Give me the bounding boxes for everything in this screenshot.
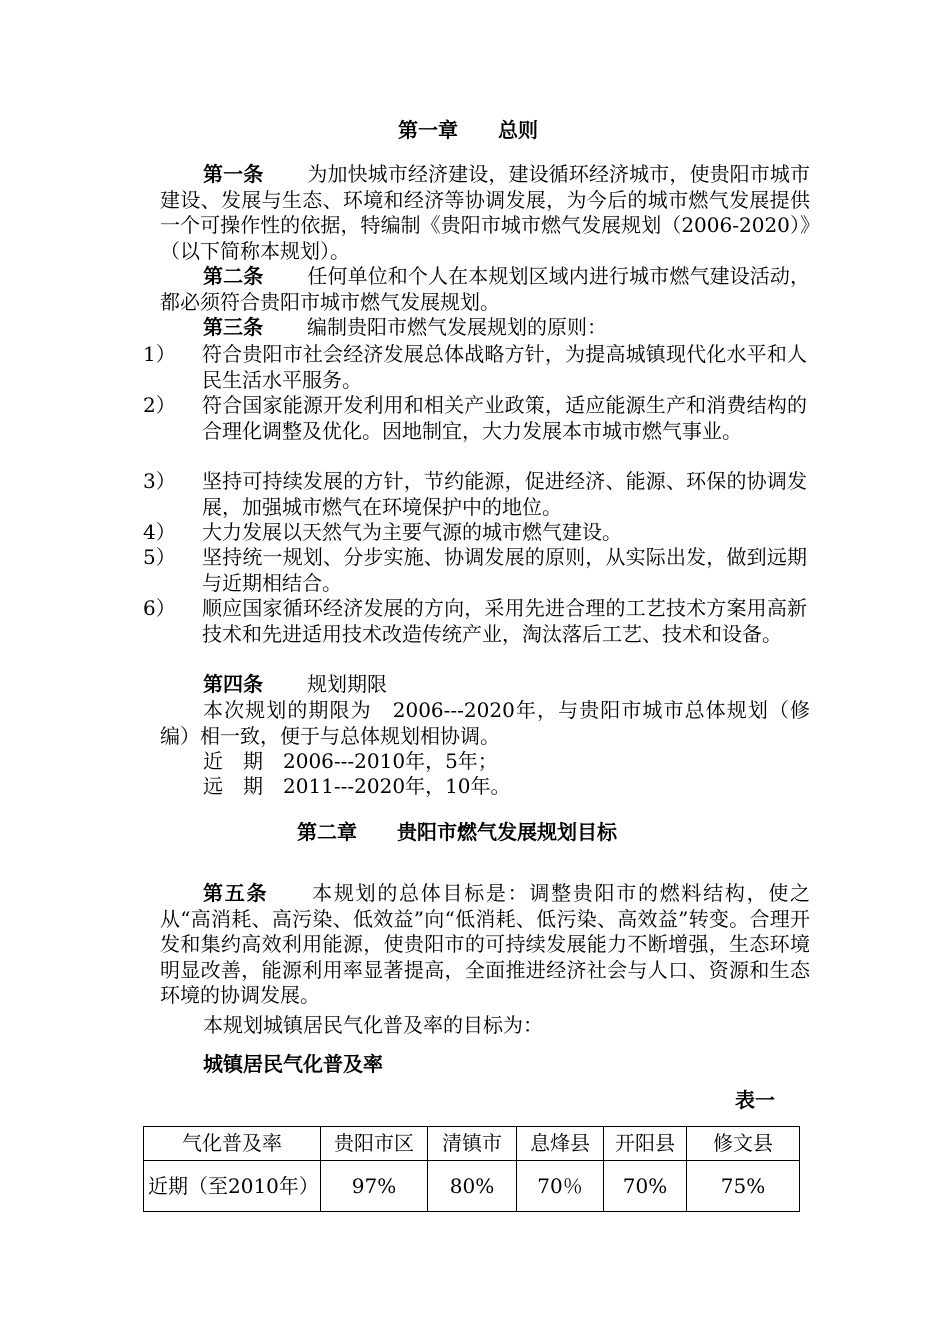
article-5-label: 第五条: [203, 881, 269, 905]
table-cell: 80%: [428, 1161, 517, 1212]
chapter-1-title: 第一章 总则: [398, 118, 538, 142]
gasification-rate-table: [143, 1126, 800, 1212]
article-3-text: 编制贵阳市燃气发展规划的原则：: [307, 315, 607, 339]
list-item-text: 大力发展以天然气为主要气源的城市燃气建设。: [202, 520, 622, 544]
table-cell: 近期（至2010年）: [144, 1161, 321, 1212]
article-4-heading: [160, 672, 810, 698]
article-1: [160, 162, 810, 264]
table-cell: 70％: [517, 1161, 604, 1212]
article-4-label: 第四条: [203, 672, 263, 696]
article-2-label: 第二条: [203, 264, 264, 288]
article-3: [160, 315, 810, 341]
article-3-label: 第三条: [203, 315, 263, 339]
list-item-text: 符合国家能源开发利用和相关产业政策，适应能源生产和消费结构的合理化调整及优化。因地制宜，大力发展本市城市燃气事业。: [202, 393, 807, 443]
article-1-text: 为加快城市经济建设，建设循环经济城市，使贵阳市城市建设、发展与生态、环境和经济等协调发展，为今后的城市燃气发展提供一个可操作性的依据，特编制《贵阳市城市燃气发展规划（2006-2020）》（以下简称本规划）。: [160, 162, 811, 263]
table-cell: 70%: [604, 1161, 687, 1212]
table-cell: 75%: [687, 1161, 800, 1212]
table-heading: 城镇居民气化普及率: [203, 1052, 383, 1076]
table-header-cell: 开阳县: [604, 1127, 687, 1161]
table-header-cell: 贵阳市区: [321, 1127, 428, 1161]
article-2-text: 任何单位和个人在本规划区域内进行城市燃气建设活动，都必须符合贵阳市城市燃气发展规划。: [160, 264, 811, 314]
table-header-cell: 清镇市: [428, 1127, 517, 1161]
table-header-cell: 息烽县: [517, 1127, 604, 1161]
list-item-text: 顺应国家循环经济发展的方向，采用先进合理的工艺技术方案用高新技术和先进适用技术改造传统产业，淘汰落后工艺、技术和设备。: [202, 596, 807, 646]
list-item-number: 2）: [143, 393, 176, 417]
table-header-cell: 气化普及率: [144, 1127, 321, 1161]
article-2: [160, 264, 810, 315]
article-4-text: 本次规划的期限为 2006---2020年，与贵阳市城市总体规划（修编）相一致，便于与总体规划相协调。: [160, 698, 810, 748]
table-header-row: [144, 1127, 800, 1161]
table-header-cell: 修文县: [687, 1127, 800, 1161]
article-1-label: 第一条: [203, 162, 264, 186]
list-item-text: 符合贵阳市社会经济发展总体战略方针，为提高城镇现代化水平和人民生活水平服务。: [202, 342, 807, 392]
table-row: [144, 1161, 800, 1212]
list-item-number: 1）: [143, 342, 176, 366]
list-item-number: 5）: [143, 545, 176, 569]
table-label: 表一: [735, 1088, 775, 1112]
list-item-number: 3）: [143, 469, 176, 493]
near-term-period: 近 期 2006---2010年，5年；: [203, 749, 498, 773]
long-term-period: 远 期 2011---2020年，10年。: [203, 774, 511, 798]
list-item-number: 6）: [143, 596, 176, 620]
chapter-2-title: 第二章 贵阳市燃气发展规划目标: [297, 820, 617, 844]
list-item-text: 坚持可持续发展的方针，节约能源，促进经济、能源、环保的协调发展，加强城市燃气在环境保护中的地位。: [202, 469, 807, 519]
table-cell: 97%: [321, 1161, 428, 1212]
list-item-number: 4）: [143, 520, 176, 544]
list-item-text: 坚持统一规划、分步实施、协调发展的原则，从实际出发，做到远期与近期相结合。: [202, 545, 807, 595]
article-4-title: 规划期限: [307, 672, 387, 696]
article-5-text: 本规划的总体目标是：调整贵阳市的燃料结构，使之从“高消耗、高污染、低效益”向“低消耗、低污染、高效益”转变。合理开发和集约高效利用能源，使贵阳市的可持续发展能力不断增强，生态环境明显改善，能源利用率显著提高，全面推进经济社会与人口、资源和生态环境的协调发展。: [160, 881, 811, 1007]
article-5: [160, 881, 810, 1009]
article-5-intro: 本规划城镇居民气化普及率的目标为：: [203, 1013, 543, 1037]
